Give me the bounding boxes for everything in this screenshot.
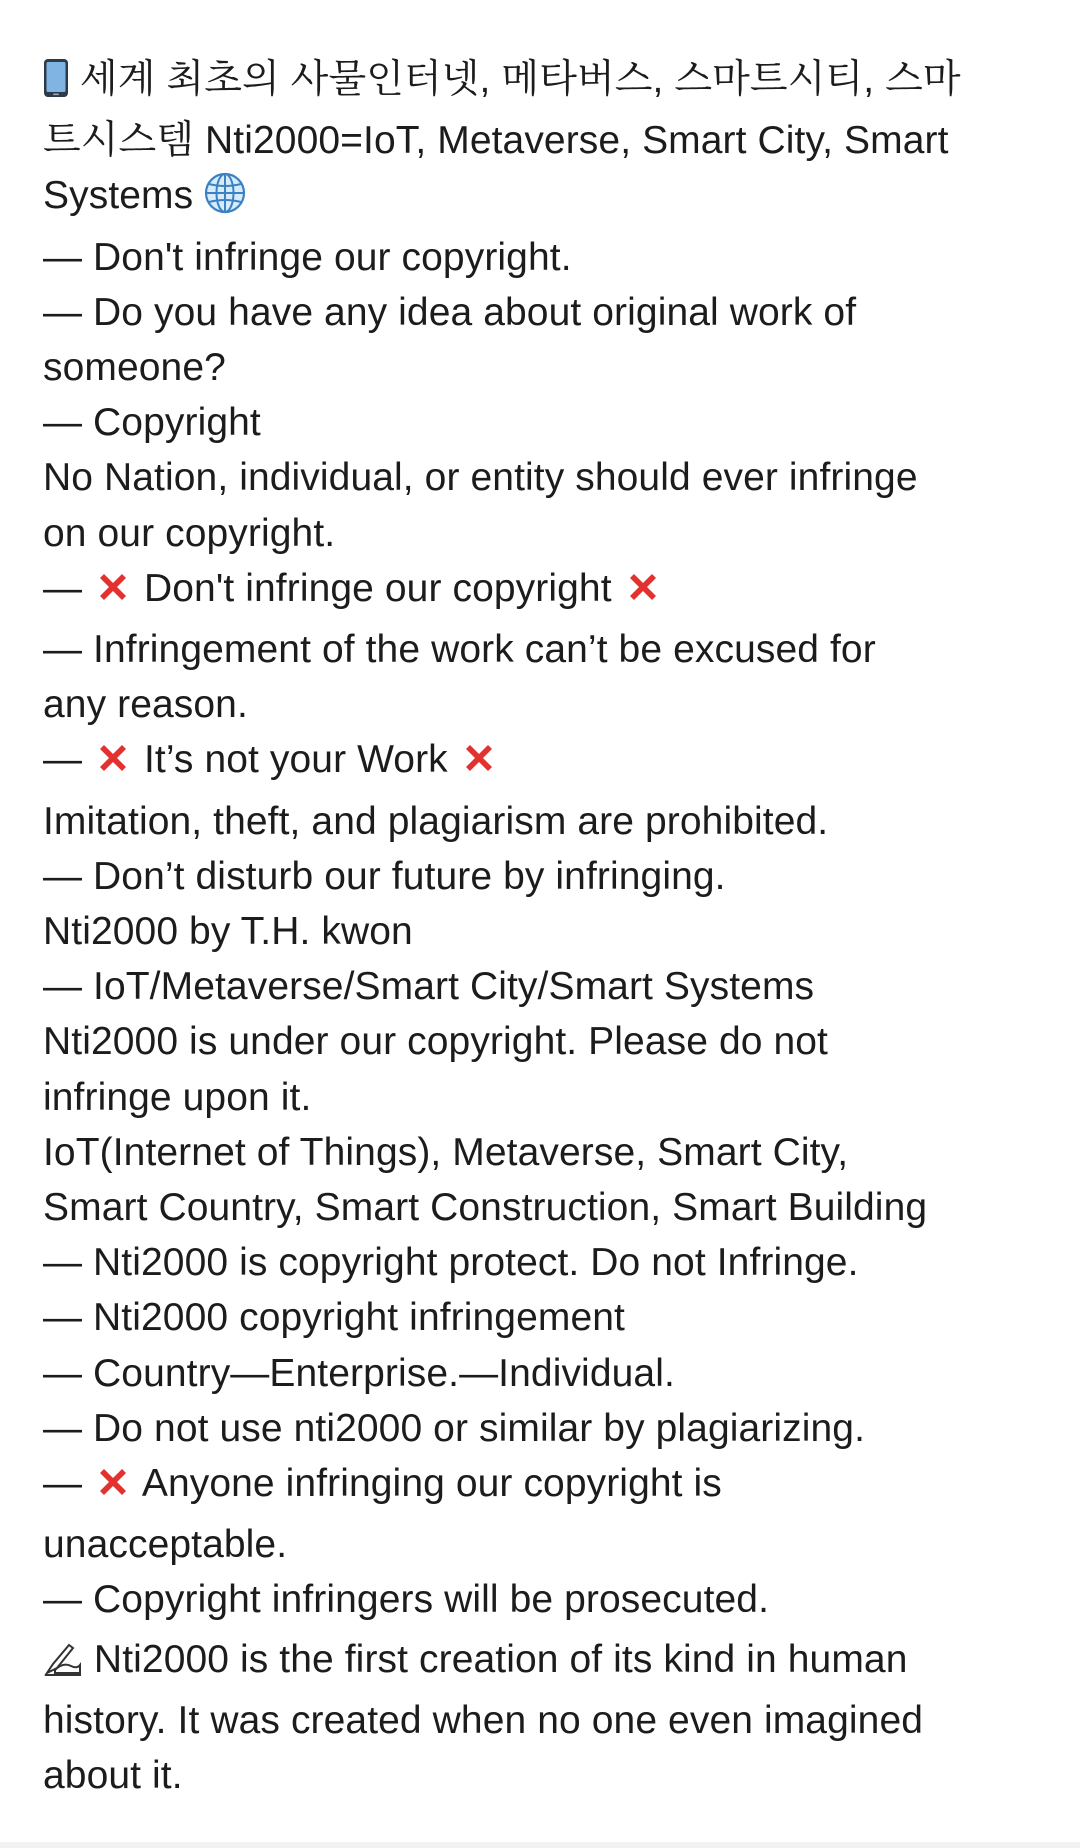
post-line xyxy=(43,959,1043,1014)
post-line xyxy=(43,52,1043,113)
post-line xyxy=(43,230,1043,285)
cross-mark-icon xyxy=(93,1462,133,1517)
line-text: — IoT/Metaverse/Smart City/Smart Systems xyxy=(43,965,815,1009)
line-text: — Copyright xyxy=(43,401,261,445)
cross-mark-icon xyxy=(93,738,133,793)
post-line xyxy=(43,732,1043,793)
line-text: unacceptable. xyxy=(43,1523,288,1567)
line-dash: — xyxy=(43,1462,94,1506)
line-text: someone? xyxy=(43,346,226,390)
post-line xyxy=(43,622,1043,677)
line-text: — Country—Enterprise.—Individual. xyxy=(43,1351,675,1395)
line-text: — Do you have any idea about original work of xyxy=(43,290,857,334)
post-line xyxy=(43,1632,1043,1693)
line-text: history. It was created when no one even imagined xyxy=(43,1698,924,1742)
line-text: Imitation, theft, and plagiarism are prohibited. xyxy=(43,799,829,843)
bottom-divider xyxy=(0,1842,1080,1848)
post-line xyxy=(43,506,1043,561)
line-text: IoT(Internet of Things), Metaverse, Smart City, xyxy=(43,1130,849,1174)
line-text: — Nti2000 copyright infringement xyxy=(43,1296,625,1340)
line-text: It’s not your Work xyxy=(133,738,459,782)
writing-hand-icon xyxy=(43,1638,83,1693)
cross-mark-icon xyxy=(93,567,133,622)
line-text: 트시스템 Nti2000=IoT, Metaverse, Smart City, Smart xyxy=(43,119,949,163)
line-text: Don't infringe our copyright xyxy=(133,566,623,610)
post-line xyxy=(43,395,1043,450)
post-body xyxy=(43,52,1043,1803)
line-text: — Do not use nti2000 or similar by plagiarizing. xyxy=(43,1406,866,1450)
post-line xyxy=(43,1180,1043,1235)
cross-mark-icon xyxy=(459,738,499,793)
cross-mark-icon xyxy=(623,567,663,622)
line-text: No Nation, individual, or entity should ever infringe xyxy=(43,456,918,500)
post-line xyxy=(43,1517,1043,1572)
post-line xyxy=(43,1693,1043,1748)
line-text: — Nti2000 is copyright protect. Do not Infringe. xyxy=(43,1241,859,1285)
line-text: Nti2000 by T.H. kwon xyxy=(43,910,413,954)
post-line xyxy=(43,849,1043,904)
post-line xyxy=(43,904,1043,959)
line-dash: — xyxy=(43,738,94,782)
line-text: any reason. xyxy=(43,683,248,727)
line-text: infringe upon it. xyxy=(43,1075,312,1119)
post-line xyxy=(43,1014,1043,1069)
line-text: — Don't infringe our copyright. xyxy=(43,235,572,279)
post-line xyxy=(43,1572,1043,1627)
post-line xyxy=(43,1748,1043,1803)
post-line xyxy=(43,1346,1043,1401)
post-line xyxy=(43,340,1043,395)
post-line xyxy=(43,1401,1043,1456)
mobile-phone-icon xyxy=(43,58,69,113)
line-text: 세계 최초의 사물인터넷, 메타버스, 스마트시티, 스마 xyxy=(69,58,961,101)
post-line xyxy=(43,1235,1043,1290)
post-line xyxy=(43,450,1043,505)
line-text: on our copyright. xyxy=(43,511,336,555)
post-line xyxy=(43,561,1043,622)
post-line xyxy=(43,794,1043,849)
line-text: — Infringement of the work can’t be excused for xyxy=(43,628,876,672)
post-line xyxy=(43,168,1043,229)
post-line xyxy=(43,113,1043,168)
line-text: about it. xyxy=(43,1754,183,1798)
line-text: Nti2000 is the first creation of its kind in human xyxy=(83,1637,908,1681)
post-line xyxy=(43,1456,1043,1517)
line-dash: — xyxy=(43,566,94,610)
post-line xyxy=(43,1070,1043,1125)
line-text: Smart Country, Smart Construction, Smart Building xyxy=(43,1186,928,1230)
post-line xyxy=(43,677,1043,732)
post-line xyxy=(43,1290,1043,1345)
post-line xyxy=(43,285,1043,340)
line-text: Systems xyxy=(43,174,205,218)
post-line xyxy=(43,1125,1043,1180)
globe-icon xyxy=(204,172,246,229)
line-text: Nti2000 is under our copyright. Please do not xyxy=(43,1020,828,1064)
line-text: — Copyright infringers will be prosecuted. xyxy=(43,1578,770,1622)
line-text: Anyone infringing our copyright is xyxy=(133,1462,722,1506)
line-text: — Don’t disturb our future by infringing. xyxy=(43,854,726,898)
